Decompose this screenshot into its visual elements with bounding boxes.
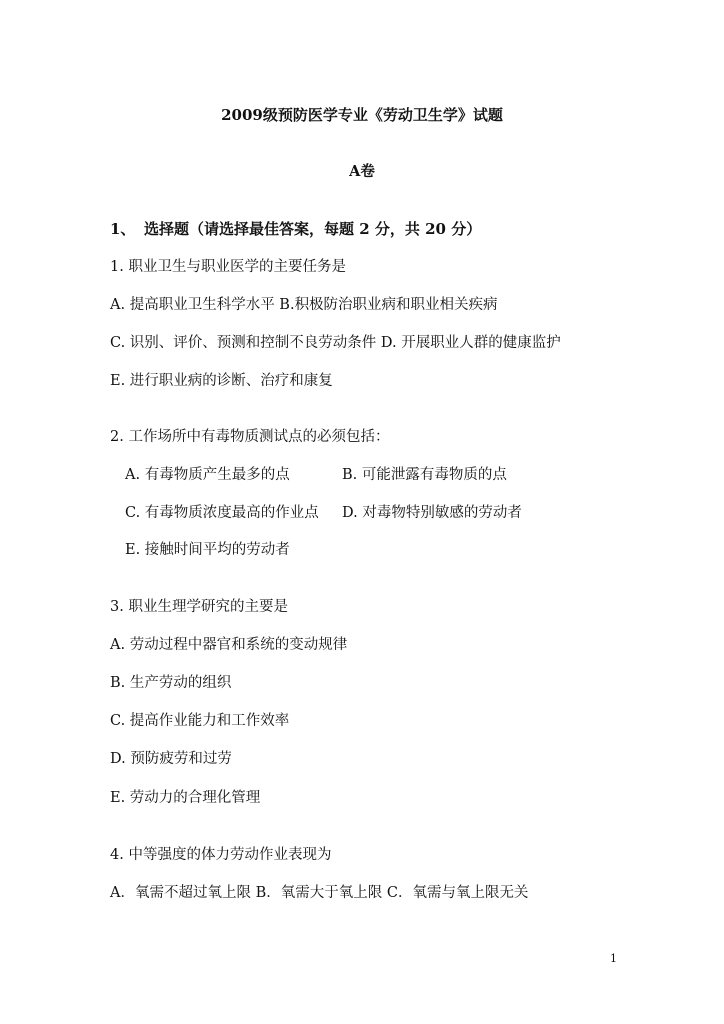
- page-number: 1: [610, 952, 617, 965]
- question-2-option-d: D. 对毒物特别敏感的劳动者: [342, 505, 522, 521]
- question-3-option-d: D. 预防疲劳和过劳: [110, 751, 232, 767]
- question-3-option-e: E. 劳动力的合理化管理: [110, 790, 261, 806]
- question-2-stem: 2. 工作场所中有毒物质测试点的必须包括：: [110, 429, 390, 445]
- question-3-stem: 3. 职业生理学研究的主要是: [110, 599, 288, 615]
- section-title: 选择题（请选择最佳答案，每题 2 分，共 20 分）: [144, 220, 482, 238]
- paper-label: A卷: [349, 163, 375, 180]
- exam-title: 2009级预防医学专业《劳动卫生学》试题: [221, 106, 503, 124]
- question-2-option-b: B. 可能泄露有毒物质的点: [342, 467, 507, 483]
- question-2-option-e: E. 接触时间平均的劳动者: [125, 542, 290, 558]
- question-3-option-a: A. 劳动过程中器官和系统的变动规律: [110, 637, 348, 653]
- question-3-option-b: B. 生产劳动的组织: [110, 675, 232, 691]
- question-2-option-a: A. 有毒物质产生最多的点: [125, 467, 290, 483]
- question-1-line-1: A. 提高职业卫生科学水平 B.积极防治职业病和职业相关疾病: [110, 297, 498, 313]
- question-2-option-c: C. 有毒物质浓度最高的作业点: [125, 505, 319, 521]
- section-heading: [110, 220, 481, 238]
- question-1-line-2: C. 识别、评价、预测和控制不良劳动条件 D. 开展职业人群的健康监护: [110, 335, 561, 351]
- question-1-line-3: E. 进行职业病的诊断、治疗和康复: [110, 373, 333, 389]
- section-number: 1、: [110, 220, 136, 238]
- question-4-stem: 4. 中等强度的体力劳动作业表现为: [110, 847, 332, 863]
- question-4-options: A．氧需不超过氧上限 B．氧需大于氧上限 C．氧需与氧上限无关: [110, 885, 529, 901]
- question-1-stem: 1. 职业卫生与职业医学的主要任务是: [110, 259, 346, 275]
- question-3-option-c: C. 提高作业能力和工作效率: [110, 713, 290, 729]
